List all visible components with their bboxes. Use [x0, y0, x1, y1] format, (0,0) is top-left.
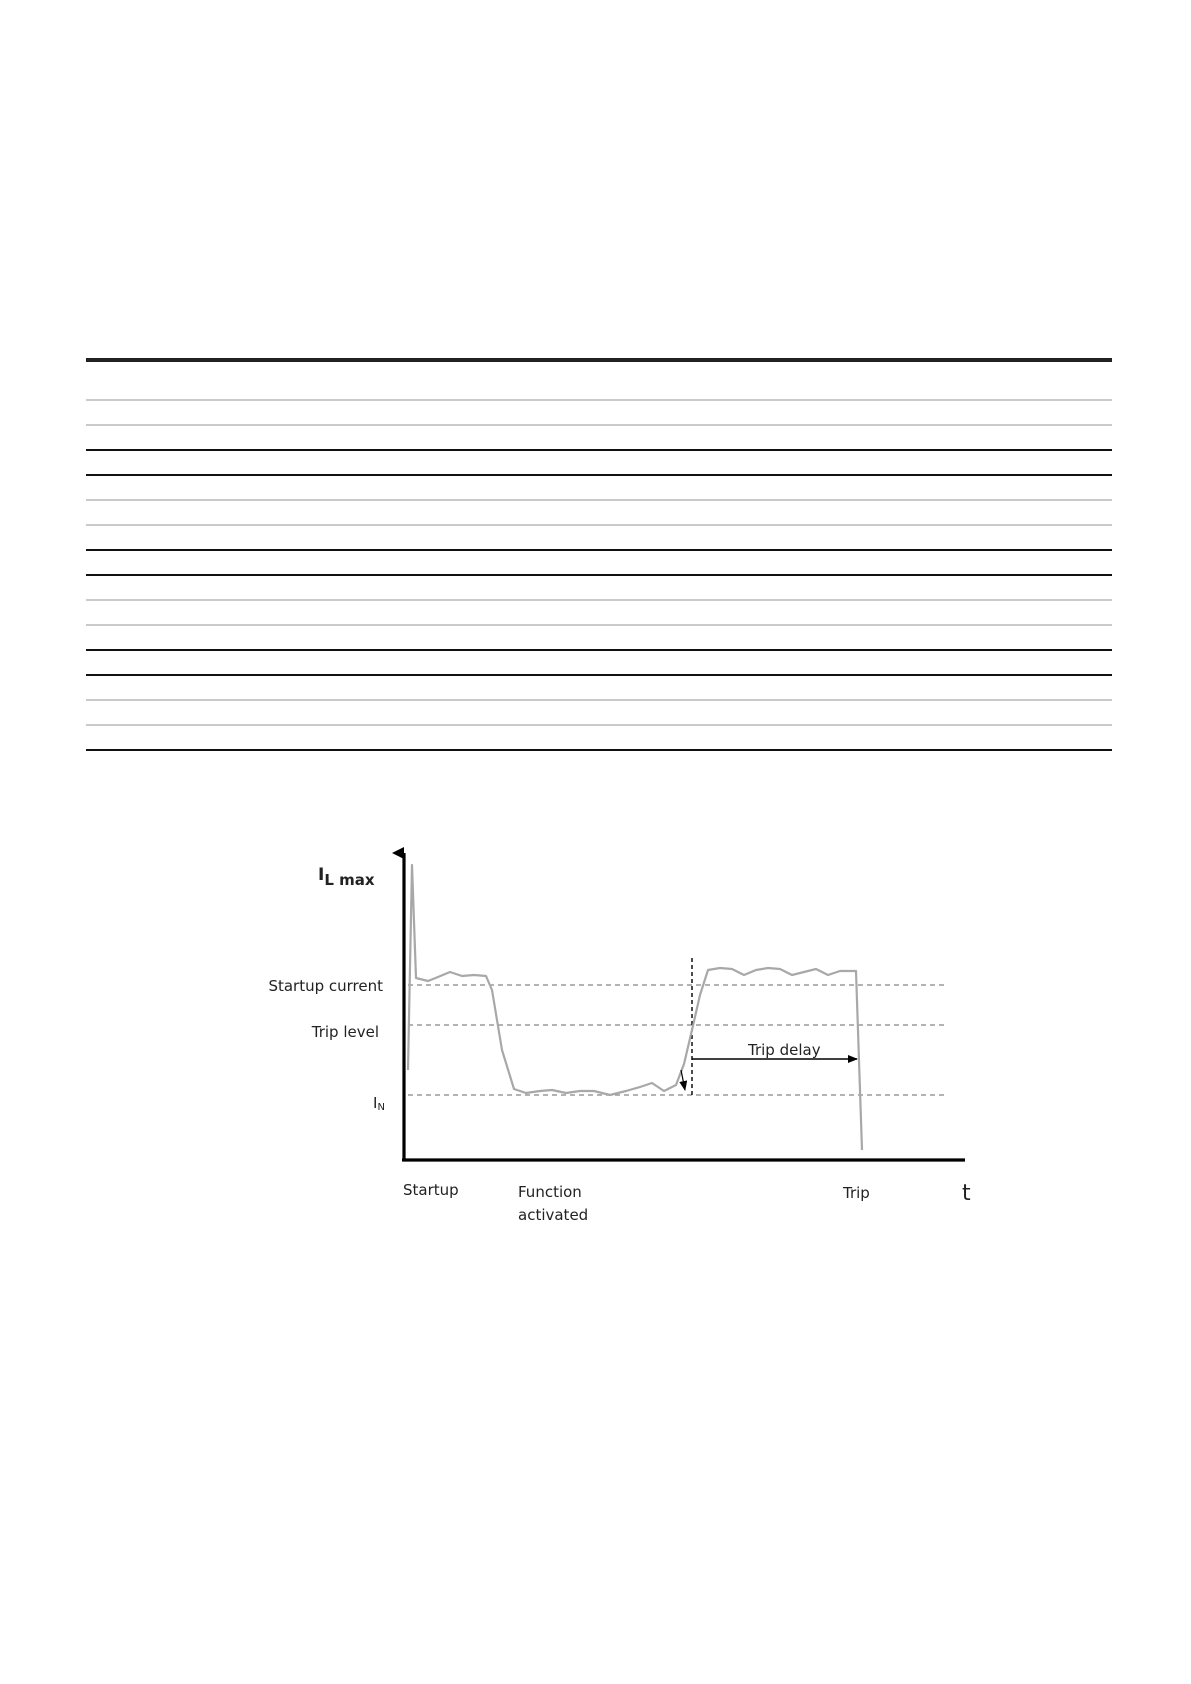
- current-curve: [408, 865, 862, 1150]
- nominal-current-label: IN: [373, 1094, 385, 1113]
- function-activated-label-line2: activated: [518, 1206, 589, 1224]
- y-axis-label: IL max: [318, 865, 375, 889]
- startup-event-label: Startup: [403, 1181, 459, 1199]
- trip-level-label: Trip level: [311, 1023, 379, 1041]
- x-axis-label: t: [962, 1181, 971, 1206]
- curve-arrow: [681, 1070, 685, 1090]
- startup-current-label: Startup current: [268, 977, 383, 995]
- trip-event-label: Trip: [843, 1184, 870, 1202]
- trip-delay-label: Trip delay: [748, 1041, 821, 1059]
- function-activated-label-line1: Function: [518, 1183, 582, 1201]
